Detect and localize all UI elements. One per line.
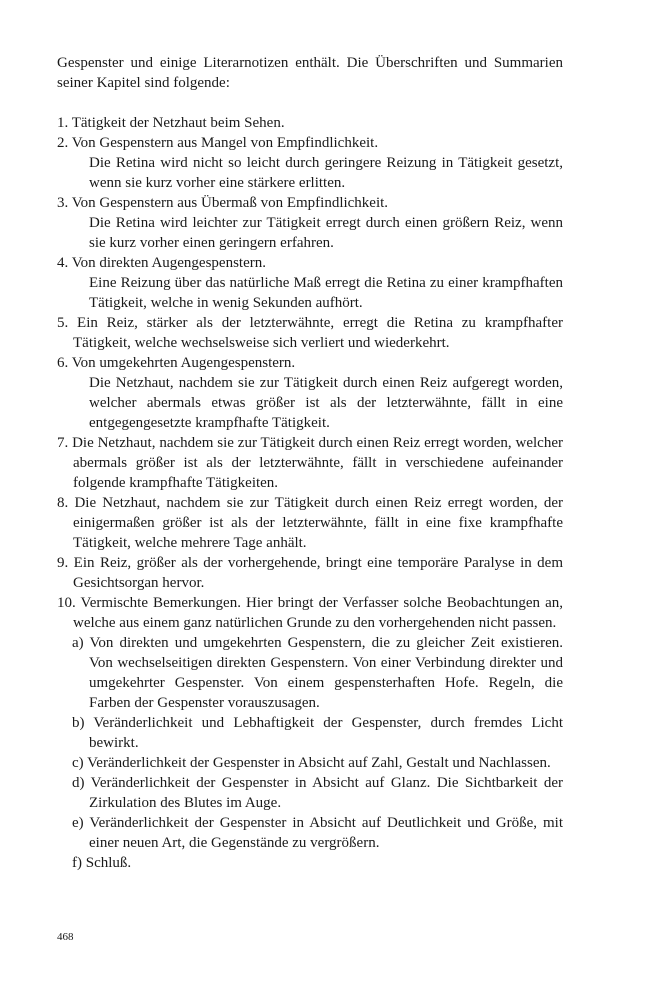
list-item: 10. Vermischte Bemerkungen. Hier bringt der Verfasser solche Beobachtungen an, welche aus einem ganz natürlichen Grunde zu den vorhergehenden nicht passen.	[57, 595, 563, 631]
list-item-summary: Die Retina wird leichter zur Tätigkeit erregt durch einen größern Reiz, wenn sie kurz vorher einen geringern erfahren.	[89, 215, 563, 251]
list-item: 5. Ein Reiz, stärker als der letzterwähnte, erregt die Retina zu krampfhafter Tätigkeit, welche wechselsweise sich verliert und wiederkehrt.	[57, 315, 563, 351]
list-item: 8. Die Netzhaut, nachdem sie zur Tätigkeit durch einen Reiz erregt worden, der einigermaßen größer ist als der letzterwähnte, fällt in eine fixe krampfhafte Tätigkeit, welche mehrere Tage anhält.	[57, 495, 563, 551]
sub-list-item: d) Veränderlichkeit der Gespenster in Absicht auf Glanz. Die Sichtbarkeit der Zirkulation des Blutes im Auge.	[72, 775, 563, 811]
sub-list-item: e) Veränderlichkeit der Gespenster in Absicht auf Deutlichkeit und Größe, mit einer neuen Art, die Gegenstände zu vergrößern.	[72, 815, 563, 851]
list-item: 2. Von Gespenstern aus Mangel von Empfindlichkeit.	[57, 135, 379, 151]
list-item: 9. Ein Reiz, größer als der vorhergehende, bringt eine temporäre Paralyse in dem Gesichtsorgan hervor.	[57, 555, 563, 591]
list-item-summary: Eine Reizung über das natürliche Maß erregt die Retina zu einer krampfhaften Tätigkeit, welche in wenig Sekunden aufhört.	[89, 275, 563, 311]
page-body	[57, 53, 563, 873]
list-item-summary: Die Retina wird nicht so leicht durch geringere Reizung in Tätigkeit gesetzt, wenn sie kurz vorher eine stärkere erlitten.	[89, 155, 563, 191]
list-item: 3. Von Gespenstern aus Übermaß von Empfindlichkeit.	[57, 195, 389, 211]
list-item-summary: Die Netzhaut, nachdem sie zur Tätigkeit durch einen Reiz aufgeregt worden, welcher abermals etwas größer ist als der letzterwähnte, fällt in eine entgegengesetzte krampfhafte Tätigkeit.	[89, 375, 563, 431]
list-item: 1. Tätigkeit der Netzhaut beim Sehen.	[57, 115, 285, 131]
list-item: 7. Die Netzhaut, nachdem sie zur Tätigkeit durch einen Reiz erregt worden, welcher abermals größer ist als der letzterwähnte, fällt in verschiedene aufeinander folgende krampfhafte Tätigkeiten.	[57, 435, 563, 491]
page-number: 468	[57, 931, 74, 943]
sub-list-item: a) Von direkten und umgekehrten Gespenstern, die zu gleicher Zeit existieren. Von wechselseitigen direkten Gespenstern. Von einer Verbindung direkter und umgekehrter Gespenster. Von einem gespensterhaften Hofe. Regeln, die Farben der Gespenster vorauszusagen.	[72, 635, 563, 711]
list-item: 6. Von umgekehrten Augengespenstern.	[57, 355, 296, 371]
sub-list-item: f) Schluß.	[72, 855, 132, 871]
list-item: 4. Von direkten Augengespenstern.	[57, 255, 266, 271]
sub-list-item: b) Veränderlichkeit und Lebhaftigkeit der Gespenster, durch fremdes Licht bewirkt.	[72, 715, 563, 751]
intro-paragraph: Gespenster und einige Literarnotizen enthält. Die Überschriften und Summarien seiner Kapitel sind folgende:	[57, 55, 563, 91]
sub-list-item: c) Veränderlichkeit der Gespenster in Absicht auf Zahl, Gestalt und Nachlassen.	[72, 755, 551, 771]
